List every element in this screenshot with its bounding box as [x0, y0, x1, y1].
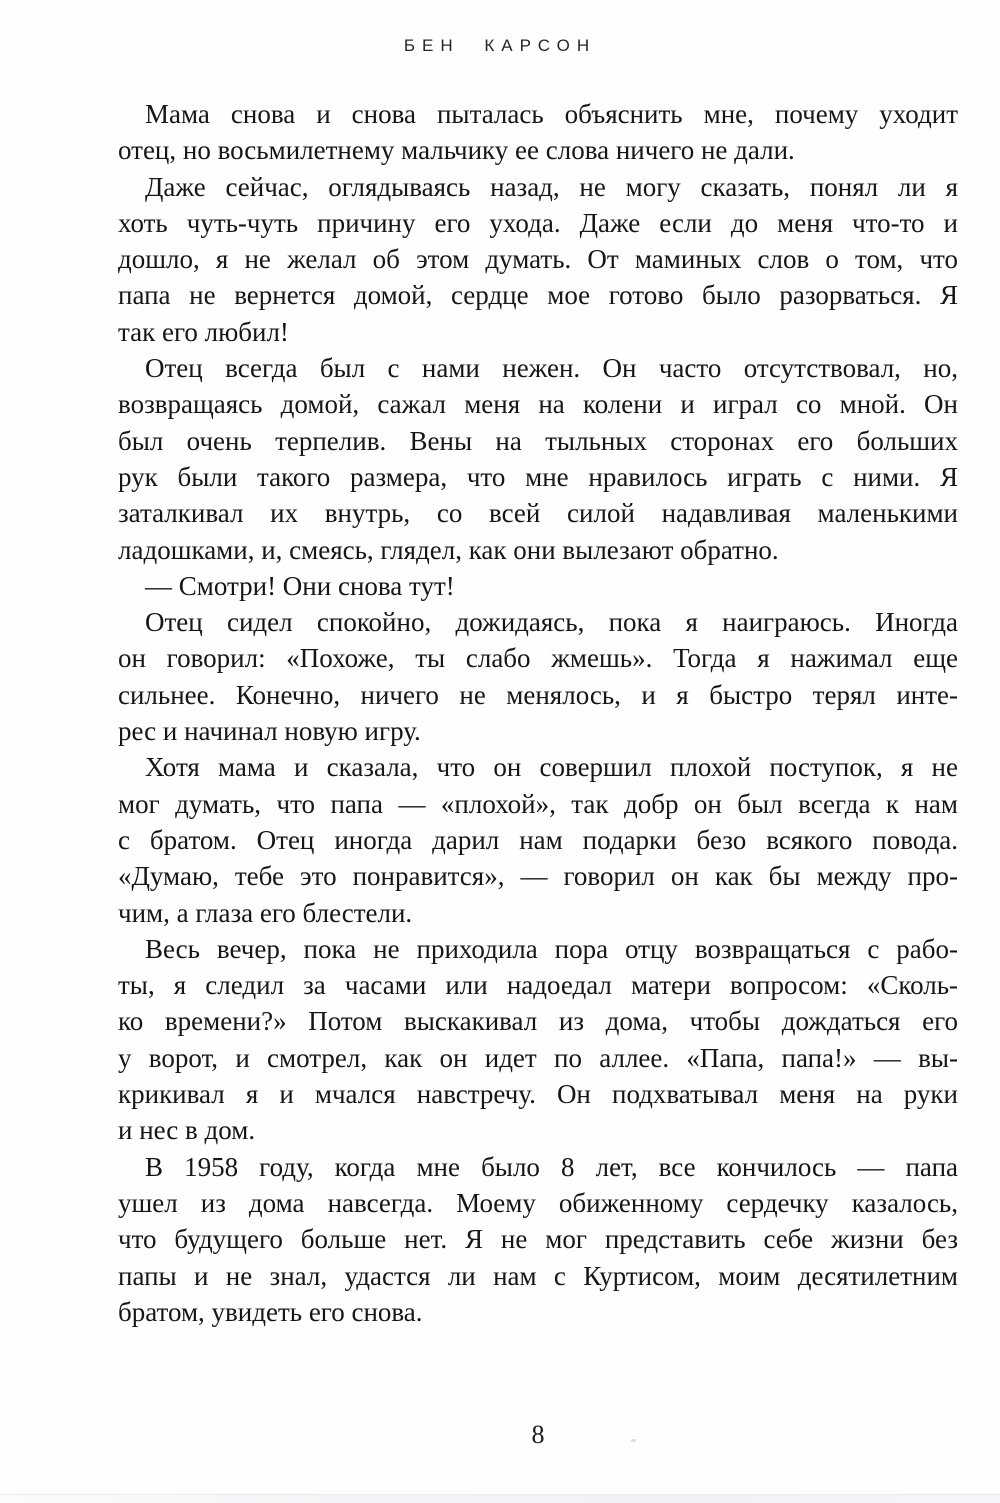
text-line: он говорил: «Похоже, ты слабо жмешь». Тогда я нажимал еще — [118, 643, 958, 674]
text-line: ко времени?» Потом выскакивал из дома, чтобы дождаться его — [118, 1006, 958, 1037]
paragraph — [118, 1149, 958, 1330]
text-line: ушел из дома навсегда. Моему обиженному сердечку казалось, — [118, 1187, 958, 1218]
paragraph — [118, 350, 958, 568]
paragraph-dialogue — [118, 568, 958, 604]
text-line: так его любил! — [118, 316, 289, 347]
paragraph — [118, 169, 958, 350]
text-line: Отец всегда был с нами нежен. Он часто отсутствовал, но, — [145, 353, 958, 384]
text-line: и нес в дом. — [118, 1115, 256, 1146]
text-line: В 1958 году, когда мне было 8 лет, все кончилось — папа — [145, 1151, 958, 1182]
page-bottom-edge — [0, 1494, 1000, 1503]
text-line: ладошками, и, смеясь, глядел, как они вылезают обратно. — [118, 534, 779, 565]
text-block — [118, 96, 958, 1330]
text-line: заталкивал их внутрь, со всей силой надавливая маленькими — [118, 498, 958, 529]
text-line: у ворот, и смотрел, как он идет по аллее. «Папа, папа!» — вы- — [118, 1042, 958, 1073]
text-line: был очень терпелив. Вены на тыльных сторонах его больших — [118, 425, 958, 456]
text-line: папы и не знал, удастся ли нам с Куртисом, моим десятилетним — [118, 1260, 958, 1291]
text-line: сильнее. Конечно, ничего не менялось, и я быстро терял инте- — [118, 679, 958, 710]
paragraph — [118, 749, 958, 930]
text-line: крикивал я и мчался навстречу. Он подхватывал меня на руки — [118, 1079, 958, 1110]
running-head: БЕН КАРСОН — [403, 36, 597, 55]
text-line: что будущего больше нет. Я не мог представить себе жизни без — [118, 1224, 958, 1255]
text-line: с братом. Отец иногда дарил нам подарки безо всякого повода. — [118, 824, 958, 855]
page-number: 8 — [531, 1420, 545, 1449]
text-line: чим, а глаза его блестели. — [118, 897, 413, 928]
scan-speck — [631, 1439, 636, 1442]
paragraph — [118, 604, 958, 749]
text-line: дошло, я не желал об этом думать. От маминых слов о том, что — [118, 244, 958, 275]
text-line: папа не вернется домой, сердце мое готово было разорваться. Я — [118, 280, 958, 311]
text-line: Весь вечер, пока не приходила пора отцу возвращаться с рабо- — [145, 933, 958, 964]
paragraph — [118, 931, 958, 1149]
text-line: Мама снова и снова пыталась объяснить мне, почему уходит — [145, 99, 958, 129]
text-line: рес и начинал новую игру. — [118, 716, 421, 747]
text-line: Отец сидел спокойно, дожидаясь, пока я наиграюсь. Иногда — [145, 607, 958, 638]
text-line: братом, увидеть его снова. — [118, 1296, 423, 1327]
paragraph — [118, 96, 958, 169]
text-line: мог думать, что папа — «плохой», так добр он был всегда к нам — [118, 788, 958, 819]
text-line: Хотя мама и сказала, что он совершил плохой поступок, я не — [145, 752, 958, 783]
text-line: рук были такого размера, что мне нравилось играть с ними. Я — [118, 461, 958, 492]
text-line: Даже сейчас, оглядываясь назад, не могу сказать, понял ли я — [145, 171, 958, 202]
text-line: «Думаю, тебе это понравится», — говорил он как бы между про- — [118, 861, 958, 892]
text-line: ты, я следил за часами или надоедал матери вопросом: «Сколь- — [118, 970, 958, 1001]
text-line: отец, но восьмилетнему мальчику ее слова ничего не дали. — [118, 135, 795, 166]
text-line: возвращаясь домой, сажал меня на колени и играл со мной. Он — [118, 389, 958, 420]
text-line: хоть чуть-чуть причину его ухода. Даже если до меня что-то и — [118, 207, 958, 238]
text-line: — Смотри! Они снова тут! — [145, 570, 455, 601]
